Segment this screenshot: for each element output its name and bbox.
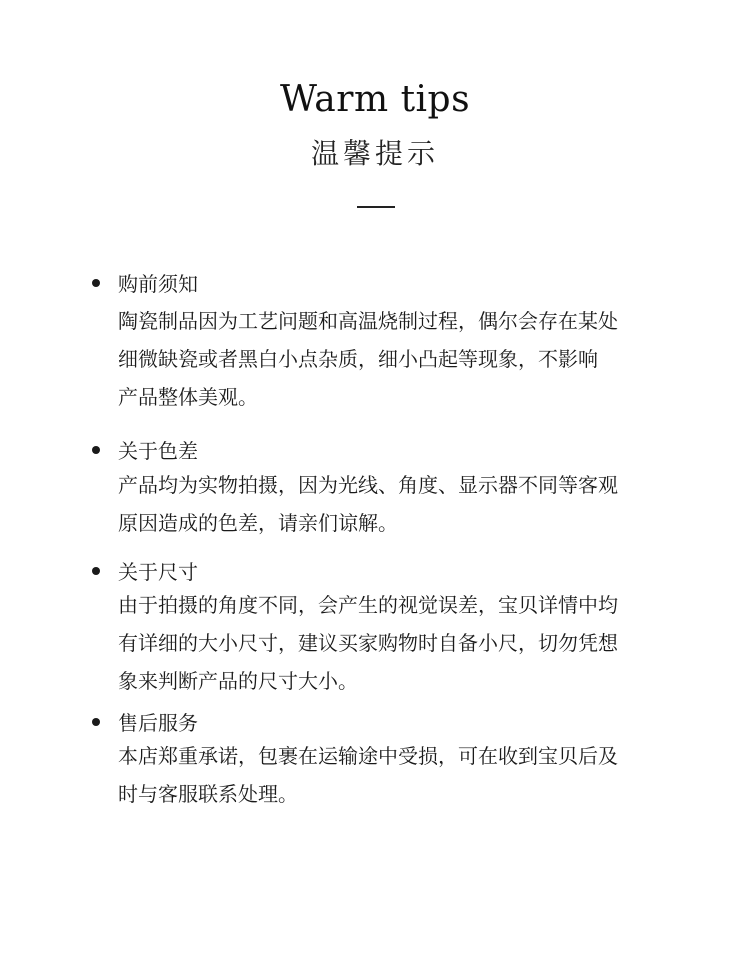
- body-line: 产品均为实物拍摄，因为光线、角度、显示器不同等客观: [118, 473, 618, 497]
- body-line: 有详细的大小尺寸，建议买家购物时自备小尺，切勿凭想: [118, 631, 618, 655]
- section-heading: 关于色差: [118, 439, 198, 463]
- body-line: 细微缺瓷或者黑白小点杂质，细小凸起等现象，不影响: [118, 347, 598, 371]
- body-line: 本店郑重承诺，包裹在运输途中受损，可在收到宝贝后及: [118, 744, 618, 768]
- bullet-icon: [92, 567, 100, 575]
- section-body: [118, 302, 648, 416]
- bullet-icon: [92, 718, 100, 726]
- body-line: 象来判断产品的尺寸大小。: [118, 669, 358, 693]
- body-line: 原因造成的色差，请亲们谅解。: [118, 511, 398, 535]
- page-title-en: Warm tips: [279, 79, 471, 120]
- body-line: 产品整体美观。: [118, 385, 258, 409]
- section-body: [118, 737, 648, 813]
- body-line: 陶瓷制品因为工艺问题和高温烧制过程，偶尔会存在某处: [118, 309, 618, 333]
- body-line: 时与客服联系处理。: [118, 782, 298, 806]
- page-title-cn: 温馨提示: [310, 137, 439, 170]
- section-heading: 售后服务: [118, 711, 198, 735]
- section-heading: 关于尺寸: [118, 560, 198, 584]
- body-line: 由于拍摄的角度不同，会产生的视觉误差，宝贝详情中均: [118, 593, 618, 617]
- title-divider: [357, 206, 395, 208]
- section-body: [118, 466, 648, 542]
- bullet-icon: [92, 446, 100, 454]
- section-body: [118, 586, 648, 700]
- section-heading: 购前须知: [118, 272, 198, 296]
- bullet-icon: [92, 279, 100, 287]
